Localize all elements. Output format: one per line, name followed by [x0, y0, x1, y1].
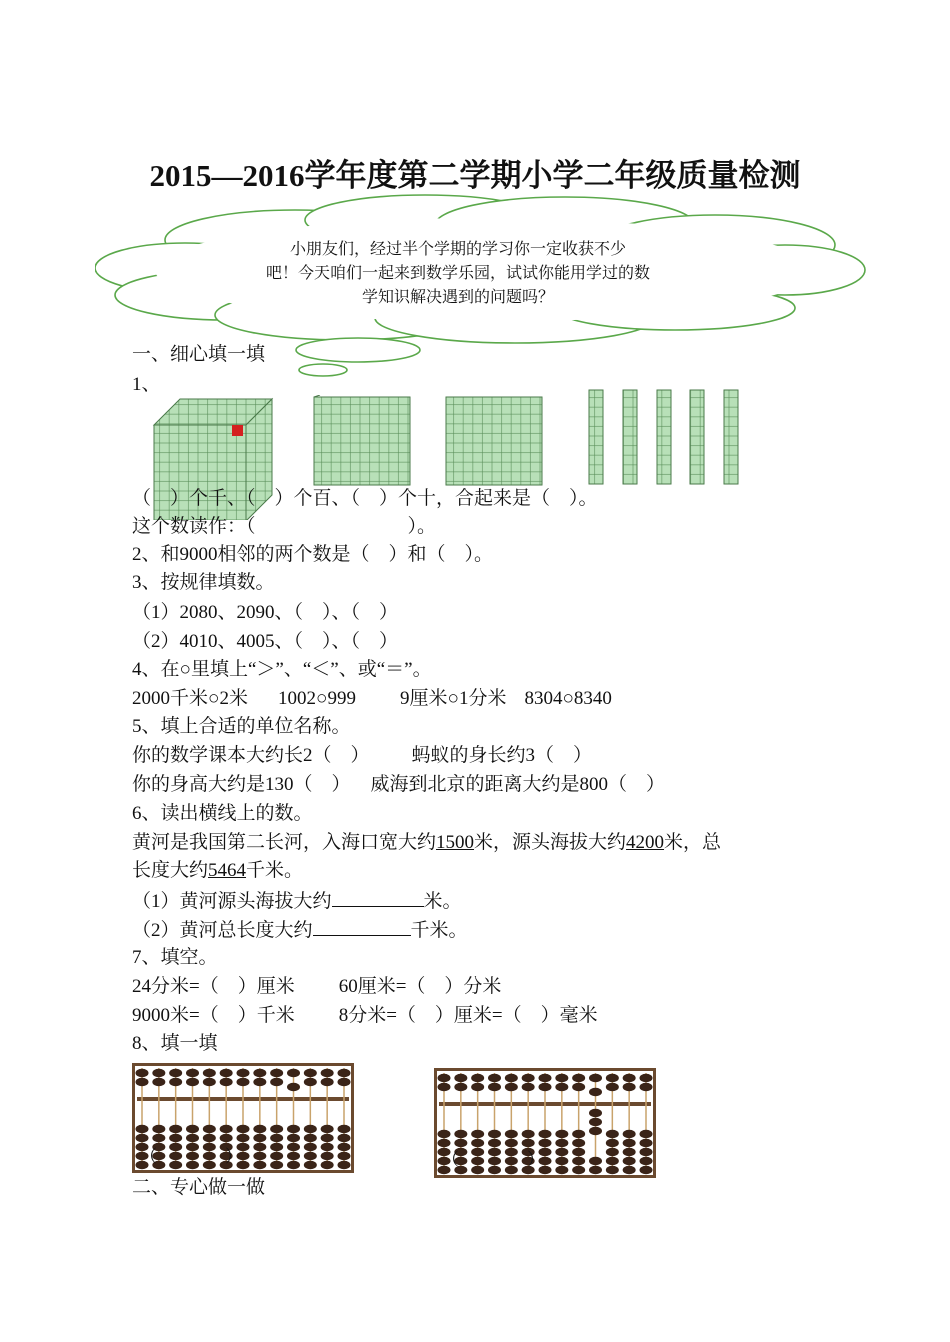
passage-text: 米，源头海拔大约 [474, 832, 627, 853]
abacus-answer-1: （ ） [140, 1147, 242, 1166]
question-7-row-2 [132, 1004, 598, 1028]
question-text: 米。 [423, 891, 462, 912]
underlined-number: 4200 [626, 832, 665, 853]
answer-blank[interactable] [332, 888, 424, 907]
question-8: 8、填一填 [132, 1033, 218, 1054]
question-3-1: （1）2080、2090、（ ）、（ ） [132, 602, 399, 623]
hundred-flat-image [312, 395, 412, 487]
question-text: （1）黄河源头海拔大约 [132, 891, 332, 912]
hundred-flat-image [444, 395, 544, 487]
unit-item: 你的数学课本大约长2（ ） [132, 745, 370, 766]
intro-line: 吧！今天咱们一起来到数学乐园，试试你能用学过的数 [265, 265, 650, 282]
compare-item: 1002○999 [277, 688, 356, 709]
question-5: 5、填上合适的单位名称。 [132, 716, 351, 737]
unit-item: 蚂蚁的身长约3（ ） [411, 745, 593, 766]
section-2-heading: 二、专心做一做 [132, 1177, 266, 1198]
underlined-number: 1500 [436, 832, 475, 853]
compare-item: 2000千米○2米 [132, 688, 248, 709]
page-title: 2015—2016学年度第二学期小学二年级质量检测 [149, 158, 801, 193]
question-1-line-2: 这个数读作：（ ）。 [132, 516, 437, 537]
question-6-passage-line-1 [132, 831, 721, 855]
question-6: 6、读出横线上的数。 [132, 803, 313, 824]
conversion-item: 24分米=（ ）厘米 [132, 976, 295, 997]
question-4: 4、在○里填上“＞”、“＜”、或“＝”。 [132, 659, 432, 680]
question-6-passage-line-2 [132, 859, 303, 883]
unit-item: 威海到北京的距离大约是800（ ） [370, 774, 666, 795]
passage-text: 长度大约 [132, 860, 209, 881]
question-3-2: （2）4010、4005、（ ）、（ ） [132, 631, 399, 652]
underlined-number: 5464 [208, 860, 247, 881]
answer-blank[interactable] [313, 917, 411, 936]
question-7: 7、填空。 [132, 947, 218, 968]
question-6-2 [132, 917, 468, 943]
passage-text: 黄河是我国第二长河，入海口宽大约 [132, 832, 437, 853]
question-1-line-1: （ ）个千、（ ）个百、（ ）个十，合起来是（ ）。 [132, 488, 598, 509]
question-5-row-1 [132, 744, 592, 768]
intro-text [218, 238, 698, 310]
question-7-row-1 [132, 975, 501, 999]
conversion-item: 8分米=（ ）厘米=（ ）毫米 [338, 1005, 598, 1026]
passage-text: 千米。 [246, 860, 304, 881]
ten-rods-image [585, 388, 745, 486]
unit-item: 你的身高大约是130（ ） [132, 774, 351, 795]
section-1-heading: 一、细心填一填 [132, 344, 266, 365]
question-5-row-2 [132, 773, 665, 797]
intro-line: 学知识解决遇到的问题吗？ [361, 289, 554, 306]
abacus-answer-2: （ ） [442, 1150, 544, 1169]
question-text: （2）黄河总长度大约 [132, 920, 313, 941]
question-4-items [132, 687, 612, 711]
intro-line: 小朋友们，经过半个学期的学习你一定收获不少 [289, 241, 626, 258]
question-1-number: 1、 [132, 374, 161, 395]
question-text: 千米。 [410, 920, 468, 941]
passage-text: 米，总 [664, 832, 722, 853]
conversion-item: 9000米=（ ）千米 [132, 1005, 295, 1026]
question-2: 2、和9000相邻的两个数是（ ）和（ ）。 [132, 544, 494, 565]
compare-item: 9厘米○1分米 [399, 688, 507, 709]
conversion-item: 60厘米=（ ）分米 [338, 976, 502, 997]
question-6-1 [132, 888, 462, 914]
compare-item: 8304○8340 [524, 688, 612, 709]
question-3: 3、按规律填数。 [132, 572, 275, 593]
